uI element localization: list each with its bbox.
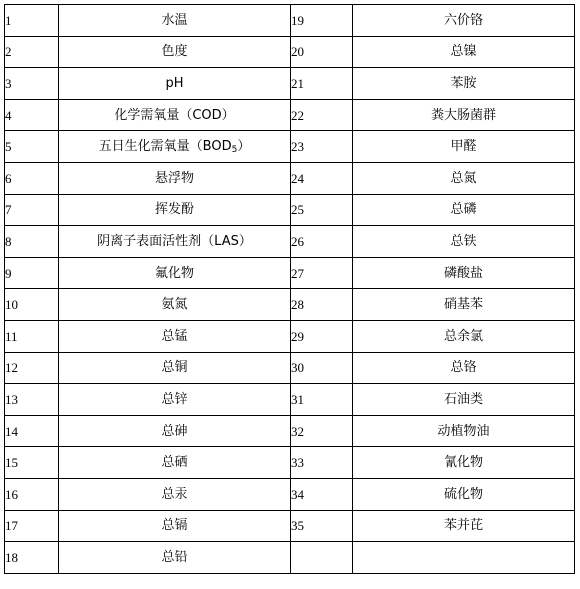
item-name-suffix: ） <box>237 139 251 155</box>
left-item-name: 挥发酚 <box>59 194 291 226</box>
table-row <box>5 99 575 131</box>
left-item-name: 总汞 <box>59 478 291 510</box>
right-item-name: 总镍 <box>353 36 575 68</box>
left-item-number: 4 <box>5 99 59 131</box>
right-item-name: 硝基苯 <box>353 289 575 321</box>
table-row <box>5 510 575 542</box>
right-item-name: 磷酸盐 <box>353 257 575 289</box>
left-item-name: 氨氮 <box>59 289 291 321</box>
right-item-name: 总磷 <box>353 194 575 226</box>
right-item-name: 氰化物 <box>353 447 575 479</box>
table-row <box>5 478 575 510</box>
item-name-prefix: 五日生化需氧量（BOD <box>98 139 232 155</box>
item-name-subscript: 5 <box>231 145 238 156</box>
left-item-name: 色度 <box>59 36 291 68</box>
right-item-name: 硫化物 <box>353 478 575 510</box>
table-row <box>5 384 575 416</box>
table-row <box>5 257 575 289</box>
table-row <box>5 131 575 163</box>
right-item-number: 34 <box>291 478 353 510</box>
left-item-number: 1 <box>5 5 59 37</box>
table-row <box>5 226 575 258</box>
table-row <box>5 36 575 68</box>
left-item-name: 总铅 <box>59 542 291 574</box>
right-item-name: 粪大肠菌群 <box>353 99 575 131</box>
right-item-name: 石油类 <box>353 384 575 416</box>
right-item-number: 24 <box>291 162 353 194</box>
table-row <box>5 5 575 37</box>
right-item-number: 35 <box>291 510 353 542</box>
right-item-number: 21 <box>291 68 353 100</box>
left-item-number: 11 <box>5 320 59 352</box>
right-item-number: 29 <box>291 320 353 352</box>
right-item-name: 总余氯 <box>353 320 575 352</box>
right-item-number: 30 <box>291 352 353 384</box>
left-item-number: 13 <box>5 384 59 416</box>
left-item-name: 总铜 <box>59 352 291 384</box>
table-row <box>5 162 575 194</box>
right-item-number: 33 <box>291 447 353 479</box>
table-row <box>5 447 575 479</box>
right-item-number: 25 <box>291 194 353 226</box>
left-item-number: 3 <box>5 68 59 100</box>
left-item-name <box>59 131 291 163</box>
left-item-name: pH <box>59 68 291 100</box>
table-row <box>5 289 575 321</box>
right-item-number: 20 <box>291 36 353 68</box>
left-item-number: 2 <box>5 36 59 68</box>
left-item-number: 7 <box>5 194 59 226</box>
right-item-number <box>291 542 353 574</box>
left-item-name: 总锌 <box>59 384 291 416</box>
left-item-name: 总硒 <box>59 447 291 479</box>
parameter-table <box>4 4 575 574</box>
right-item-number: 19 <box>291 5 353 37</box>
table-row <box>5 352 575 384</box>
right-item-number: 26 <box>291 226 353 258</box>
right-item-number: 28 <box>291 289 353 321</box>
right-item-name: 苯并芘 <box>353 510 575 542</box>
left-item-number: 5 <box>5 131 59 163</box>
right-item-name: 甲醛 <box>353 131 575 163</box>
right-item-name: 苯胺 <box>353 68 575 100</box>
right-item-name: 动植物油 <box>353 415 575 447</box>
left-item-number: 12 <box>5 352 59 384</box>
table-row <box>5 320 575 352</box>
left-item-name: 总锰 <box>59 320 291 352</box>
right-item-name <box>353 542 575 574</box>
left-item-name: 氟化物 <box>59 257 291 289</box>
table-row <box>5 542 575 574</box>
left-item-name: 水温 <box>59 5 291 37</box>
left-item-number: 14 <box>5 415 59 447</box>
right-item-number: 32 <box>291 415 353 447</box>
left-item-number: 16 <box>5 478 59 510</box>
right-item-name: 六价铬 <box>353 5 575 37</box>
table-row <box>5 194 575 226</box>
left-item-number: 15 <box>5 447 59 479</box>
left-item-number: 18 <box>5 542 59 574</box>
table-row <box>5 415 575 447</box>
right-item-name: 总铬 <box>353 352 575 384</box>
table-row <box>5 68 575 100</box>
left-item-number: 9 <box>5 257 59 289</box>
left-item-name: 化学需氧量（COD） <box>59 99 291 131</box>
left-item-number: 10 <box>5 289 59 321</box>
right-item-number: 27 <box>291 257 353 289</box>
right-item-number: 31 <box>291 384 353 416</box>
right-item-number: 23 <box>291 131 353 163</box>
left-item-name: 阴离子表面活性剂（LAS） <box>59 226 291 258</box>
parameter-table-body <box>5 5 575 574</box>
right-item-number: 22 <box>291 99 353 131</box>
left-item-number: 8 <box>5 226 59 258</box>
left-item-name: 总砷 <box>59 415 291 447</box>
left-item-number: 17 <box>5 510 59 542</box>
left-item-name: 总镉 <box>59 510 291 542</box>
left-item-name: 悬浮物 <box>59 162 291 194</box>
left-item-number: 6 <box>5 162 59 194</box>
right-item-name: 总氮 <box>353 162 575 194</box>
right-item-name: 总铁 <box>353 226 575 258</box>
